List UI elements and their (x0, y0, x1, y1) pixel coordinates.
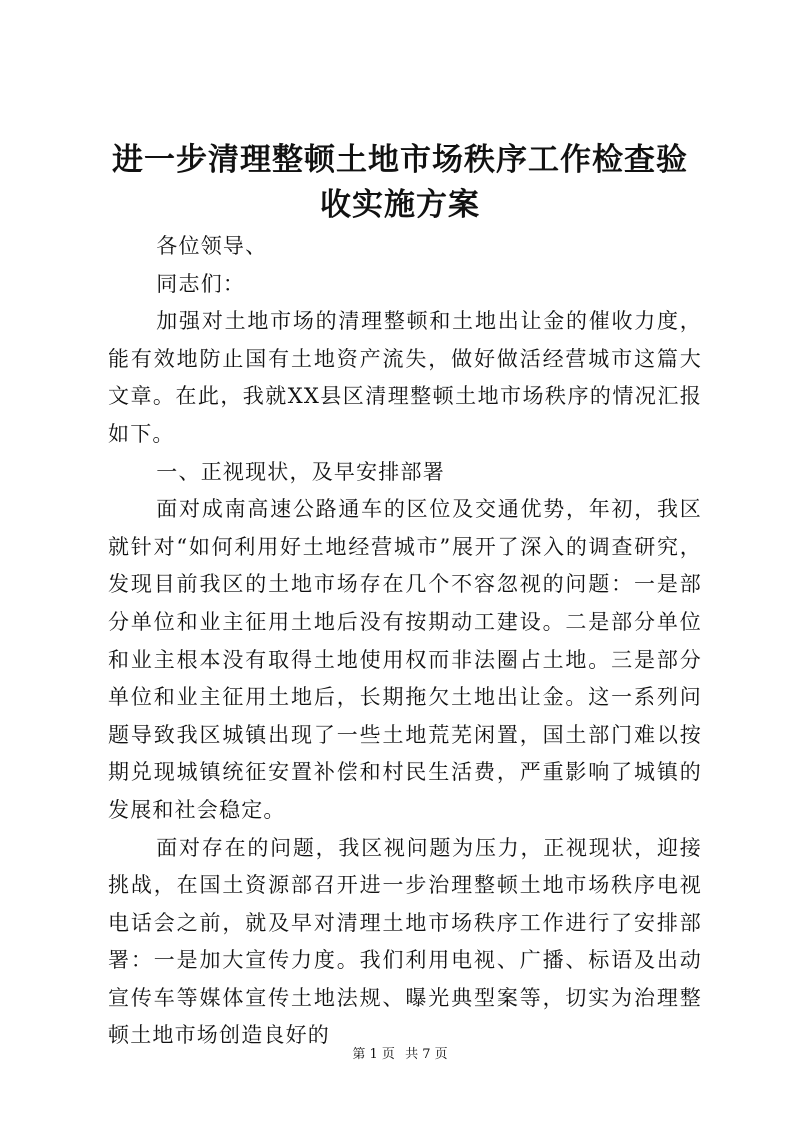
body-paragraph-measures: 面对存在的问题，我区视问题为压力，正视现状，迎接挑战，在国土资源部召开进一步治理整顿土地市场秩序电视电话会之前，就及早对清理土地市场秩序工作进行了安排部署：一是加大宣传力度。我们利用电视、广播、标语及出动宣传车等媒体宣传土地法规、曝光典型案等，切实为治理整顿土地市场创造良好的 (108, 835, 702, 1048)
document-body (108, 228, 702, 1055)
body-paragraph-problems: 面对成南高速公路通车的区位及交通优势，年初，我区就针对“如何利用好土地经营城市”展开了深入的调查研究，发现目前我区的土地市场存在几个不容忽视的问题：一是部分单位和业主征用土地后没有按期动工建设。二是部分单位和业主根本没有取得土地使用权而非法圈占土地。三是部分单位和业主征用土地后，长期拖欠土地出让金。这一系列问题导致我区城镇出现了一些土地荒芜闲置，国土部门难以按期兑现城镇统征安置补偿和村民生活费，严重影响了城镇的发展和社会稳定。 (108, 497, 702, 822)
page-number: 第 1 页 (352, 1047, 395, 1062)
section-heading-1: 一、正视现状，及早安排部署 (156, 459, 445, 484)
page-footer (0, 1046, 800, 1064)
salutation-leaders: 各位领导、 (156, 234, 268, 258)
salutation-comrades: 同志们： (156, 271, 246, 296)
document-title: 进一步清理整顿土地市场秩序工作检查验收实施方案 (112, 142, 688, 223)
intro-paragraph: 加强对土地市场的清理整顿和土地出让金的催收力度，能有效地防止国有土地资产流失，做好做活经营城市这篇大文章。在此，我就XX县区清理整顿土地市场秩序的情况汇报如下。 (108, 309, 702, 446)
page-total: 共 7 页 (405, 1047, 448, 1062)
